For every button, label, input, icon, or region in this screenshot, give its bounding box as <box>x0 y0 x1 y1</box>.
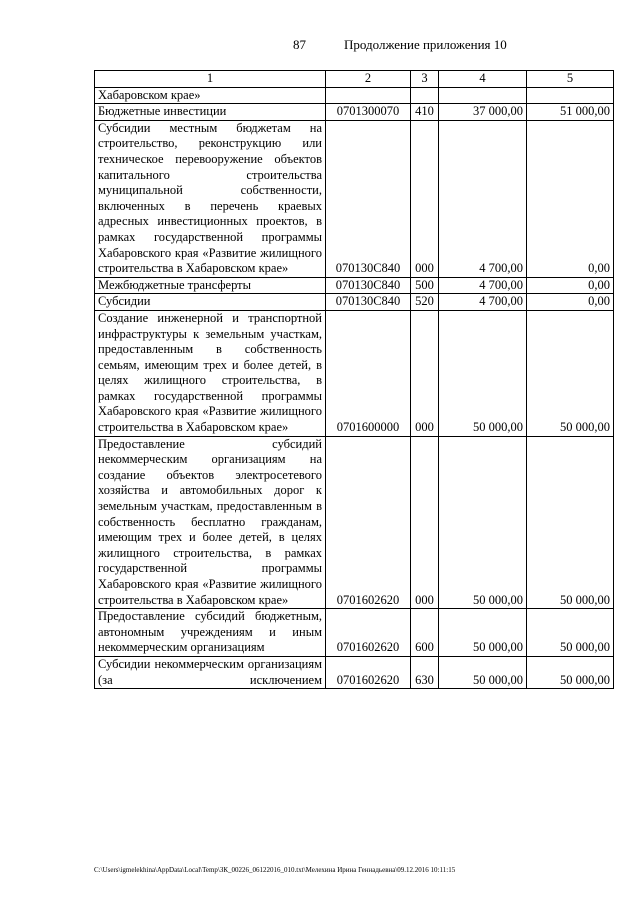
row-sum1: 4 700,00 <box>439 277 527 294</box>
row-vr: 520 <box>411 294 439 311</box>
row-code: 0701602620 <box>326 609 411 657</box>
row-sum2: 0,00 <box>527 277 614 294</box>
row-name: Хабаровском крае» <box>95 87 326 104</box>
row-sum1: 50 000,00 <box>439 656 527 688</box>
row-vr: 000 <box>411 120 439 277</box>
table-row <box>95 120 614 277</box>
column-header-sum2: 5 <box>527 71 614 88</box>
row-sum1: 50 000,00 <box>439 609 527 657</box>
row-name: Предоставление субсидий некоммерческим организациям на создание объектов электросетевого хозяйства и автомобильных дорог к земельным участкам, предоставленным в собственность бесплатно гражданам, имеющим трех и более детей, в целях жилищного строительства, в рамках государственной программы Хабаровского края «Развитие жилищного строительства в Хабаровском крае» <box>95 436 326 609</box>
row-sum1: 4 700,00 <box>439 294 527 311</box>
row-sum1: 50 000,00 <box>439 310 527 436</box>
table-row <box>95 277 614 294</box>
row-code: 070130С840 <box>326 120 411 277</box>
row-sum2: 50 000,00 <box>527 436 614 609</box>
row-name: Бюджетные инвестиции <box>95 104 326 121</box>
page-number: 87 <box>293 37 306 52</box>
row-sum2: 50 000,00 <box>527 609 614 657</box>
row-sum1: 37 000,00 <box>439 104 527 121</box>
row-name: Создание инженерной и транспортной инфраструктуры к земельным участкам, предоставленным в собственность семьям, имеющим трех и более детей, в целях жилищного строительства, в рамках государственной программы Хабаровского края «Развитие жилищного строительства в Хабаровском крае» <box>95 310 326 436</box>
row-sum1 <box>439 87 527 104</box>
row-code: 070130С840 <box>326 294 411 311</box>
row-name: Межбюджетные трансферты <box>95 277 326 294</box>
row-sum1: 50 000,00 <box>439 436 527 609</box>
row-name: Субсидии <box>95 294 326 311</box>
row-vr: 410 <box>411 104 439 121</box>
budget-table <box>94 70 614 689</box>
table-row <box>95 656 614 688</box>
column-header-name: 1 <box>95 71 326 88</box>
row-code: 0701300070 <box>326 104 411 121</box>
page-caption: Продолжение приложения 10 <box>344 37 507 52</box>
column-header-sum1: 4 <box>439 71 527 88</box>
row-code: 0701602620 <box>326 656 411 688</box>
row-sum2: 51 000,00 <box>527 104 614 121</box>
table-row <box>95 310 614 436</box>
row-code: 0701602620 <box>326 436 411 609</box>
row-name: Предоставление субсидий бюджетным, автономным учреждениям и иным некоммерческим организациям <box>95 609 326 657</box>
row-sum2: 50 000,00 <box>527 656 614 688</box>
table-row <box>95 87 614 104</box>
row-name: Субсидии некоммерческим организациям (за исключением <box>95 656 326 688</box>
table-row <box>95 609 614 657</box>
row-sum2: 50 000,00 <box>527 310 614 436</box>
row-code: 070130С840 <box>326 277 411 294</box>
table-header-row <box>95 71 614 88</box>
row-vr: 000 <box>411 310 439 436</box>
row-code: 0701600000 <box>326 310 411 436</box>
column-header-vr: 3 <box>411 71 439 88</box>
file-path-footer: C:\Users\igmelekhina\AppData\Local\Temp\ЗК_00226_06122016_010.txt\Мелехина Ирина Геннадьевна\09.12.2016 10:11:15 <box>94 866 456 874</box>
row-vr: 500 <box>411 277 439 294</box>
page-header <box>0 37 640 53</box>
row-code <box>326 87 411 104</box>
row-vr: 600 <box>411 609 439 657</box>
table-row <box>95 294 614 311</box>
row-vr <box>411 87 439 104</box>
row-vr: 000 <box>411 436 439 609</box>
row-sum2: 0,00 <box>527 294 614 311</box>
row-vr: 630 <box>411 656 439 688</box>
row-sum2: 0,00 <box>527 120 614 277</box>
column-header-code: 2 <box>326 71 411 88</box>
row-sum1: 4 700,00 <box>439 120 527 277</box>
table-row <box>95 436 614 609</box>
row-name: Субсидии местным бюджетам на строительство, реконструкцию или техническое перевооружение объектов капитального строительства муниципальной собственности, включенных в перечень краевых адресных инвестиционных проектов, в рамках государственной программы Хабаровского края «Развитие жилищного строительства в Хабаровском крае» <box>95 120 326 277</box>
table-row <box>95 104 614 121</box>
row-sum2 <box>527 87 614 104</box>
